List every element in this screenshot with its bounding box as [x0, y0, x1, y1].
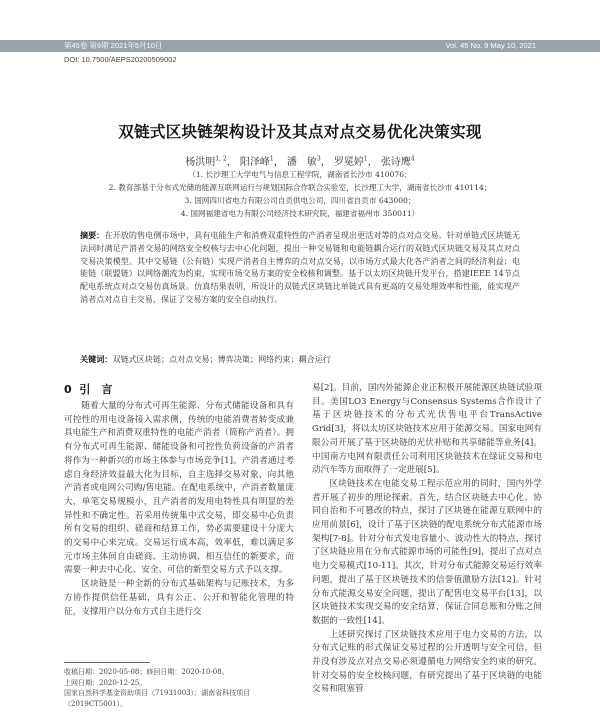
body-column-right — [312, 382, 542, 697]
author: 罗冕婷 — [333, 157, 364, 168]
author-affiliation-mark: 4 — [410, 155, 415, 163]
section-heading — [64, 381, 112, 397]
affiliation: （1. 长沙理工大学电气与信息工程学院，湖南省长沙市 410076； — [188, 170, 412, 179]
author: 张诗鹰 — [380, 157, 411, 168]
section-title: 引 言 — [79, 383, 113, 396]
doi: DOI: 10.7500/AEPS20200509002 — [64, 55, 177, 64]
paragraph: 随着大量的分布式可再生能源、分布式储能设备和具有可控性的用电设备接入需求侧，传统的电能消费者转变成兼具电能生产和消费双重特性的电能产消者（简称产消者）。拥有分布式可再生能源、储能设备和可控性负荷设备的产消者将作为一种新兴的市场主体参与市场竞争[1]。产消者通过考虑自身经济效益最大化为目标，自主选择交易对象，向其他产消者或电网公司购/售电能。在配电系统中，产消者数量庞大，单笔交易规模小，且产消者的发用电特性具有明显的差异性和不确定性。若采用传统集中式交易，即交易中心负责所有交易的组织、磋商和结算工作，势必需要建设十分庞大的交易中心来完成。交易运行成本高，效率低，难以满足多元市场主体间自由磋商、主动协调、相互信任的新要求，而需要一种去中心化、安全、可信的新型交易方式予以支撑。 — [64, 401, 294, 576]
keywords-label: 关键词： — [80, 354, 113, 364]
author-affiliation-mark: 3 — [316, 155, 321, 163]
author: 潘 敏 — [286, 157, 317, 168]
footnote-divider — [64, 662, 150, 663]
abstract-label: 摘要： — [80, 230, 105, 240]
affiliation: 4. 国网福建省电力有限公司经济技术研究院，福建省福州市 350011） — [180, 209, 420, 218]
paragraph: 区块链技术在电能交易工程示范应用的同时，国内外学者开展了初步的理论探索。首先，结合区块链去中心化、协同自治和不可篡改的特点，探讨了区块链在能源互联网中的应用前景[6]，设计了基于区块链的配电系统分布式能源市场架构[7-8]。针对分布式发电容量小、波动性大的特点，探讨了区块链应用在分布式能源市场的可能性[9]，提出了点对点电力交易模式[10-11]。其次，针对分布式能源交易运行效率问题，提出了基于区块链技术的信誉值激励方法[12]。针对分布式能源交易安全问题，提出了配售电交易平台[13]，以区块链技术实现交易的安全结算，保证合同总账和分账之间数据的一致性[14]。 — [312, 478, 542, 626]
footnote: 收稿日期：2020-05-08；修回日期：2020-10-08。 — [64, 668, 229, 676]
paragraph: 上述研究探讨了区块链技术应用于电力交易的方法，以分布式记账的形式保证交易过程的公开透明与安全可信，但并没有涉及点对点交易必须遵循电力网络安全约束的研究。针对交易的安全校核问题，有研究提出了基于区块链的电能交易和阻塞管 — [312, 629, 542, 695]
paper-title: 双链式区块链架构设计及其点对点交易优化决策实现 — [118, 123, 482, 141]
affiliation: 2. 教育部基于分布式光储的能源互联网运行与规划国际合作联合实验室，长沙理工大学，湖南省长沙市 410114； — [108, 183, 492, 192]
journal-issue-english: Vol. 45 No. 9 May 10, 2021 — [445, 41, 536, 50]
author-affiliation-mark: 1 — [269, 155, 274, 163]
paragraph: 易[2]。目前，国内外能源企业正积极开展能源区块链试验项目。美国LO3 Energy与Consensus Systems合作设计了基于区块链技术的分布式光伏售电平台TransActive Grid[3]，将以太坊区块链技术应用于能源交易。国家电网有限公司开展了基于区块链的光伏补贴和共享储能等业务[4]。中国南方电网有限责任公司利用区块链技术在绿证交易和电动汽车等方面取得了一定进展[5]。 — [312, 383, 542, 476]
footnote: 国家自然科学基金资助项目（71931003）；湖南省科技项目（2019CT5001）。 — [64, 689, 251, 708]
abstract-text: 在开放的售电侧市场中，具有电能生产和消费双重特性的产消者呈现出更活对等的点对点交易。针对单链式区块链无法同时满足产消者交易的网络安全校核与去中心化问题，提出一种交易链和电能链耦合运行的双链式区块链交易及其点对点交易决策模型。其中交易链（公有链）实现产消者自主博弈的点对点交易，以市场方式最大化各产消者之间的经济利益；电能链（联盟链）以网络潮流为约束，实现市场交易方案的安全校核和调整。基于以太坊区块链开发平台，搭建IEEE 14节点配电系统点对点交易仿真场景。仿真结果表明，所设计的双链式区块链比单链式具有更高的交易处理效率和性能，能实现产消者点对点自主交易，保证了交易方案的安全自动执行。 — [80, 230, 520, 304]
author-affiliation-mark: 1 — [363, 155, 368, 163]
keywords — [80, 354, 520, 365]
section-number: 0 — [64, 383, 72, 396]
paragraph: 区块链是一种全新的分布式基础架构与记账技术，为多方协作提供信任基础，具有公正、公开和智能化管理的特征，支撑用户以分布方式自主进行交 — [64, 579, 294, 617]
author-affiliation-mark: 1, 2 — [215, 155, 227, 163]
author: 杨洪明 — [185, 157, 216, 168]
footnotes — [64, 667, 294, 709]
body-column-left — [64, 400, 294, 619]
journal-issue: 第45卷 第9期 2021年5月10日 — [64, 41, 163, 50]
author-list: 杨洪明$^{1, 2}$， 阳泽峰$^1$， 潘 敏$^3$， 罗冕婷$^1$， 张诗鹰$^4$ — [185, 155, 415, 168]
affiliation: 3. 国网四川省电力有限公司自贡供电公司，四川省自贡市 643000； — [184, 196, 416, 205]
abstract — [80, 229, 520, 306]
keywords-text: 双链式区块链；点对点交易；博弈决策；网络约束；耦合运行 — [112, 354, 331, 364]
footnote: 上网日期：2020-12-25。 — [64, 678, 147, 687]
author: 阳泽峰 — [239, 157, 270, 168]
